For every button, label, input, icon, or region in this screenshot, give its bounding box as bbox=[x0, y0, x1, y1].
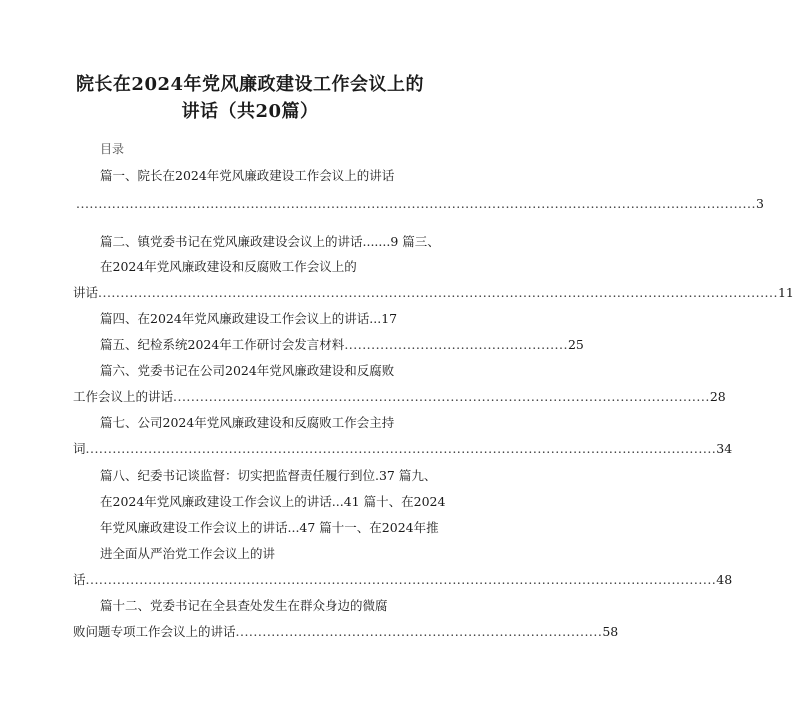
toc-line[interactable] bbox=[73, 622, 619, 640]
toc-line[interactable] bbox=[100, 361, 394, 379]
toc-line[interactable] bbox=[73, 387, 726, 405]
toc-line[interactable] bbox=[100, 518, 439, 536]
toc-line-text: 讲话 bbox=[73, 285, 99, 300]
toc-page-number: 28 bbox=[709, 389, 726, 404]
toc-line-text: 工作会议上的讲话 bbox=[73, 389, 174, 404]
toc-line-text: 词 bbox=[73, 441, 86, 456]
toc-line-text: 篇一、院长在2024年党风廉政建设工作会议上的讲话 bbox=[100, 168, 395, 183]
leader-dots: .................................................. bbox=[344, 337, 568, 352]
toc-line[interactable] bbox=[100, 492, 445, 510]
toc-line[interactable] bbox=[73, 439, 733, 457]
toc-line[interactable] bbox=[100, 413, 394, 431]
toc-line-text: 在2024年党风廉政建设和反腐败工作会议上的 bbox=[100, 259, 357, 274]
toc-line[interactable] bbox=[76, 196, 764, 211]
toc-page-number: 48 bbox=[716, 572, 733, 587]
toc-line[interactable] bbox=[100, 466, 436, 484]
toc-line[interactable] bbox=[100, 257, 357, 275]
toc-heading: 目录 bbox=[100, 142, 125, 156]
toc-line-text: 篇五、纪检系统2024年工作研讨会发言材料 bbox=[100, 337, 345, 352]
toc-line[interactable] bbox=[100, 232, 440, 250]
toc-line-text: 年党风廉政建设工作会议上的讲话...47 篇十一、在2024年推 bbox=[100, 520, 439, 535]
toc-line-text: 篇七、公司2024年党风廉政建设和反腐败工作会主持 bbox=[100, 415, 395, 430]
toc-line[interactable] bbox=[73, 283, 794, 301]
toc-line-text: 篇六、党委书记在公司2024年党风廉政建设和反腐败 bbox=[100, 363, 395, 378]
toc-page-number: 11 bbox=[777, 285, 794, 300]
toc-line-text: 篇十二、党委书记在全县查处发生在群众身边的微腐 bbox=[100, 598, 388, 613]
toc-line[interactable] bbox=[100, 544, 275, 562]
toc-line[interactable] bbox=[73, 570, 733, 588]
toc-line[interactable] bbox=[100, 166, 394, 184]
toc-page-number: 25 bbox=[567, 337, 584, 352]
toc-line-text: 篇八、纪委书记谈监督：切实把监督责任履行到位.37 篇九、 bbox=[100, 468, 437, 483]
leader-dots: ........................................................................................................................................................ bbox=[76, 196, 756, 211]
toc-page-number: 3 bbox=[755, 196, 764, 211]
document-title-line-2: 讲话（共20篇） bbox=[181, 101, 319, 122]
toc-line-text: 进全面从严治党工作会议上的讲 bbox=[100, 546, 276, 561]
leader-dots: ........................................................................................................................................................ bbox=[98, 285, 778, 300]
toc-line-text: 篇二、镇党委书记在党风廉政建设会议上的讲话.......9 篇三、 bbox=[100, 234, 440, 249]
toc-line-text: 败问题专项工作会议上的讲话 bbox=[73, 624, 236, 639]
toc-page-number: 58 bbox=[602, 624, 619, 639]
leader-dots: .................................................................................. bbox=[235, 624, 603, 639]
leader-dots: ........................................................................................................................ bbox=[173, 389, 710, 404]
toc-line-text: 篇四、在2024年党风廉政建设工作会议上的讲话...17 bbox=[100, 311, 398, 326]
leader-dots: ............................................................................................................................................. bbox=[85, 441, 717, 456]
toc-line[interactable] bbox=[100, 309, 397, 327]
toc-line[interactable] bbox=[100, 335, 584, 353]
document-title-line-1: 院长在2024年党风廉政建设工作会议上的 bbox=[75, 74, 425, 95]
toc-line[interactable] bbox=[100, 596, 388, 614]
toc-page-number: 34 bbox=[716, 441, 733, 456]
toc-line-text: 在2024年党风廉政建设工作会议上的讲话...41 篇十、在2024 bbox=[100, 494, 446, 509]
leader-dots: ............................................................................................................................................. bbox=[85, 572, 717, 587]
toc-line-text: 话 bbox=[73, 572, 86, 587]
